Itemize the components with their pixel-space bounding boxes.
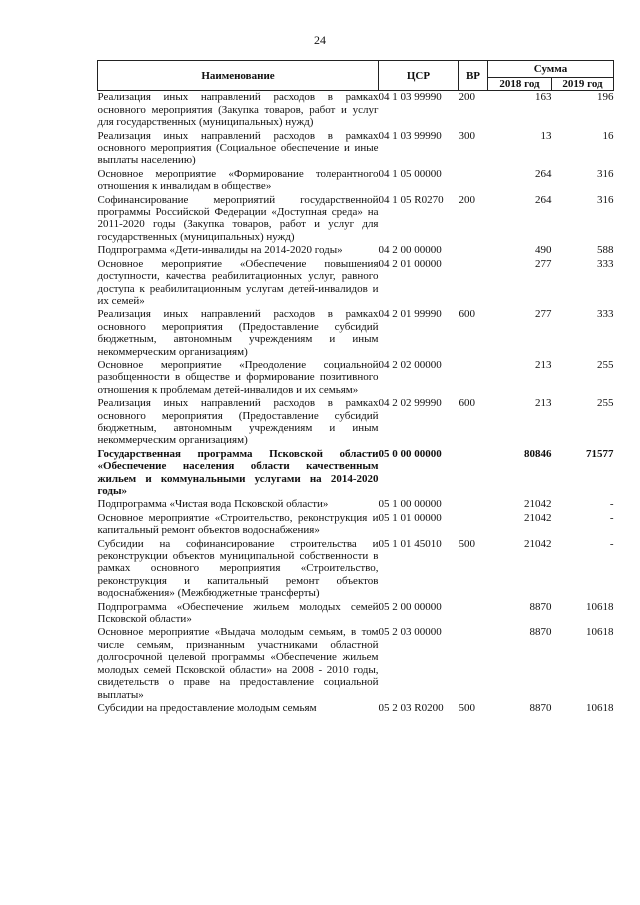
row-name: Основное мероприятие «Обеспечение повышения доступности, качества реабилитационных услуг, равного доступа к реабилитационным услугам детей-инвалидов и их семей» (97, 257, 379, 307)
table-row (98, 257, 614, 308)
table-row (98, 243, 614, 256)
row-vr: 500 (458, 701, 475, 714)
row-2019: 10618 (586, 600, 614, 613)
row-vr (459, 447, 488, 498)
row-2018: 80846 (524, 447, 552, 460)
table-row (98, 193, 614, 244)
row-vr (459, 257, 488, 308)
row-csr: 04 2 01 99990 (378, 308, 442, 321)
row-name: Реализация иных направлений расходов в рамках основного мероприятия (Социальное обеспечение и иные выплаты населению) (97, 129, 379, 167)
table-body (98, 91, 614, 714)
row-name: Основное мероприятие «Выдача молодым семьям, в том числе семьям, признанным участниками областной долгосрочной целевой программы «Обеспечение жильем молодых семей Псковской области» на 2008 - 2010 годы, свидетельств о праве на предоставление социальной выплаты» (97, 626, 379, 701)
row-2018: 8870 (529, 600, 552, 613)
row-2018: 21042 (524, 511, 552, 524)
row-2018: 277 (535, 308, 552, 321)
page-number: 24 (314, 33, 326, 47)
row-vr (459, 511, 488, 537)
row-vr: 300 (458, 129, 475, 142)
row-vr (459, 600, 488, 626)
table-row (98, 497, 614, 510)
row-2018: 21042 (524, 537, 552, 550)
row-vr (459, 243, 488, 256)
column-header-2018: 2018 год (488, 78, 552, 91)
row-name: Реализация иных направлений расходов в рамках основного мероприятия (Закупка товаров, работ и услуг для государственных (муниципальных) нужд) (97, 91, 379, 129)
column-header-name: Наименование (98, 61, 379, 91)
row-2019: 333 (597, 308, 614, 321)
row-vr (459, 625, 488, 700)
table-row (98, 511, 614, 537)
table-row (98, 600, 614, 626)
row-name: Субсидии на предоставление молодым семьям (97, 701, 317, 714)
row-2019: - (609, 511, 614, 524)
row-2018: 163 (535, 91, 552, 104)
column-header-csr: ЦСР (379, 61, 459, 91)
row-csr: 05 0 00 00000 (378, 447, 442, 460)
row-vr: 500 (458, 537, 475, 550)
row-2019: 196 (597, 91, 614, 104)
row-csr: 05 2 00 00000 (378, 600, 442, 613)
row-csr: 04 2 02 00000 (378, 358, 442, 371)
row-name: Основное мероприятие «Преодоление социальной разобщенности в обществе и формирование позитивного отношения к проблемам детей-инвалидов и их семьям» (97, 358, 379, 396)
row-2018: 490 (535, 244, 552, 257)
row-2018: 213 (535, 358, 552, 371)
row-2018: 8870 (529, 701, 552, 714)
row-name: Реализация иных направлений расходов в рамках основного мероприятия (Предоставление субсидий бюджетным, автономным учреждениям и иным некоммерческим организациям) (97, 397, 379, 447)
row-2018: 13 (540, 129, 552, 142)
row-2019: 588 (597, 244, 614, 257)
column-header-vr: ВР (459, 61, 488, 91)
table-row (98, 537, 614, 600)
row-name: Основное мероприятие «Строительство, реконструкция и капитальный ремонт объектов водоснабжения» (97, 511, 379, 537)
row-csr: 04 2 01 00000 (378, 257, 442, 270)
row-2019: 255 (597, 358, 614, 371)
row-2019: 10618 (586, 626, 614, 639)
row-2018: 264 (535, 167, 552, 180)
row-csr: 05 2 03 R0200 (378, 701, 444, 714)
row-csr: 04 1 05 00000 (378, 167, 442, 180)
row-csr: 05 1 00 00000 (378, 498, 442, 511)
table-row (98, 625, 614, 700)
table-row (98, 701, 614, 714)
row-vr: 200 (458, 193, 475, 206)
column-header-sum: Сумма (488, 61, 614, 78)
row-vr: 600 (458, 397, 475, 410)
table-row (98, 396, 614, 447)
row-name: Подпрограмма «Чистая вода Псковской области» (97, 498, 329, 511)
row-2018: 8870 (529, 626, 552, 639)
row-2019: - (609, 537, 614, 550)
row-2018: 264 (535, 193, 552, 206)
row-vr (459, 167, 488, 193)
row-name: Основное мероприятие «Формирование толерантного отношения к инвалидам в обществе» (97, 167, 379, 193)
row-2018: 21042 (524, 498, 552, 511)
row-2018: 213 (535, 397, 552, 410)
row-2019: 10618 (586, 701, 614, 714)
table-row (98, 167, 614, 193)
table-row (98, 307, 614, 358)
row-csr: 04 1 03 99990 (378, 91, 442, 104)
row-vr: 600 (458, 308, 475, 321)
row-vr: 200 (458, 91, 475, 104)
row-2019: 16 (602, 129, 614, 142)
row-vr (459, 358, 488, 396)
table-row (98, 447, 614, 498)
table-header (98, 61, 614, 91)
row-csr: 04 2 02 99990 (378, 397, 442, 410)
row-name: Субсидии на софинансирование строительства и реконструкции объектов муниципальной собственности в рамках основного мероприятия «Строительство, реконструкция и капитальный ремонт объектов водоснабжения» (Межбюджетные трансферты) (97, 537, 379, 600)
row-2019: 316 (597, 193, 614, 206)
row-2018: 277 (535, 257, 552, 270)
row-csr: 05 1 01 45010 (378, 537, 442, 550)
row-csr: 05 1 01 00000 (378, 511, 442, 524)
row-csr: 05 2 03 00000 (378, 626, 442, 639)
row-vr (459, 497, 488, 510)
row-2019: 71577 (586, 447, 614, 460)
table-row (98, 91, 614, 129)
row-2019: 316 (597, 167, 614, 180)
budget-table (97, 60, 614, 714)
row-name: Софинансирование мероприятий государственной программы Российской Федерации «Доступная среда» на 2011-2020 годы (Закупка товаров, работ и услуг для государственных (муниципальных) нужд) (97, 193, 379, 243)
row-name: Подпрограмма «Дети-инвалиды на 2014-2020 годы» (97, 244, 343, 257)
row-name: Подпрограмма «Обеспечение жильем молодых семей Псковской области» (97, 600, 379, 626)
row-csr: 04 1 03 99990 (378, 129, 442, 142)
row-2019: - (609, 498, 614, 511)
row-2019: 255 (597, 397, 614, 410)
row-csr: 04 1 05 R0270 (378, 193, 444, 206)
table-row (98, 129, 614, 167)
table-row (98, 358, 614, 396)
row-2019: 333 (597, 257, 614, 270)
row-csr: 04 2 00 00000 (378, 244, 442, 257)
column-header-2019: 2019 год (552, 78, 614, 91)
row-name: Реализация иных направлений расходов в рамках основного мероприятия (Предоставление субсидий бюджетным, автономным учреждениям и иным некоммерческим организациям) (97, 308, 379, 358)
row-name: Государственная программа Псковской области «Обеспечение населения области качественным жильем и коммунальными услугами на 2014-2020 годы» (97, 447, 379, 497)
